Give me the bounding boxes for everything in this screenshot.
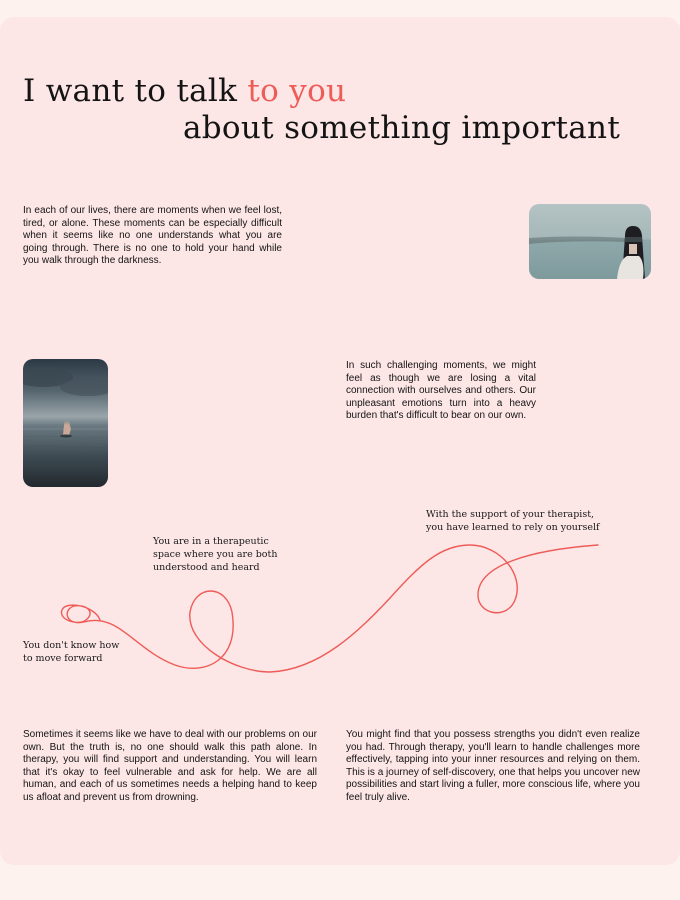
drowning-hand-image xyxy=(23,359,108,487)
headline-line-2: about something important xyxy=(183,110,621,146)
drowning-hand-photo xyxy=(23,359,108,487)
headline-part-1: I want to talk xyxy=(23,73,248,109)
headline-accent: to you xyxy=(247,73,347,109)
strengths-paragraph: You might find that you possess strengths you didn't even realize you had. Through therapy, you'll learn to handle challenges more effectively, tapping into your inner resources and relying on them. This is a journey of self-discovery, one that helps you uncover new possibilities and start living a fuller, more conscious life, where you feel truly alive. xyxy=(346,729,640,803)
blindfolded-woman-photo xyxy=(529,204,651,279)
journey-step-3-label: With the support of your therapist, you have learned to rely on yourself xyxy=(426,509,600,533)
not-alone-paragraph: Sometimes it seems like we have to deal with our problems on our own. But the truth is, no one should walk this path alone. In therapy, you will find support and understanding. You will learn that it's okay to feel vulnerable and ask for help. We are all human, and each of us sometimes needs a helping hand to keep us afloat and prevent us from drowning. xyxy=(23,729,317,803)
blindfolded-woman-image xyxy=(529,204,651,279)
journey-step-2-label: You are in a therapeutic space where you are both understood and heard xyxy=(153,536,278,573)
journey-step-1-label: You don't know how to move forward xyxy=(23,640,120,664)
challenge-paragraph: In such challenging moments, we might feel as though we are losing a vital connection with ourselves and others. Our unpleasant emotions turn into a heavy burden that's difficult to bear on our own. xyxy=(346,360,536,421)
intro-paragraph: In each of our lives, there are moments when we feel lost, tired, or alone. These moments can be especially difficult when it seems like no one understands what you are going through. There is no one to hold your hand while you walk through the darkness. xyxy=(23,205,282,266)
headline-line-1 xyxy=(23,73,346,109)
